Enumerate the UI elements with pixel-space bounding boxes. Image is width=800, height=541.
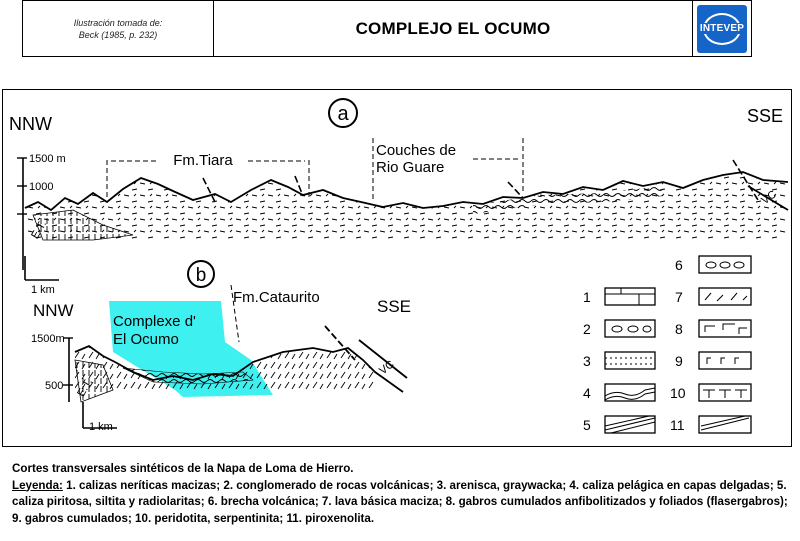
credit-line-1: Ilustración tomada de: xyxy=(73,17,163,28)
intevep-logo xyxy=(697,5,747,53)
b-scale-label: 1 km xyxy=(89,421,113,433)
a-elev-1500: 1500 m xyxy=(29,153,66,165)
a-marker-label: a xyxy=(337,103,349,125)
cross-section-svg xyxy=(3,90,790,445)
a-fault-3 xyxy=(508,182,523,198)
section-b xyxy=(31,261,411,433)
a-scale-label: 1 km xyxy=(31,284,55,296)
legend-num-8: 8 xyxy=(675,321,683,337)
a-vc-label: VC xyxy=(759,188,779,208)
a-tiara-label: Fm.Tiara xyxy=(173,152,233,169)
caption-leyenda-label: Leyenda: xyxy=(12,478,63,492)
logo-text: INTEVEP xyxy=(699,23,745,34)
cross-section-figure xyxy=(2,89,792,447)
legend-num-10: 10 xyxy=(670,385,686,401)
caption-legend-text: 1. calizas neríticas macizas; 2. conglomerado de rocas volcánicas; 3. arenisca, graywacka; 4. caliza pelágica en capas delgadas; 5. caliza piritosa, siltita y radiolaritas; 6. brecha volcánica; 7. lava básica maciza; 8. gabros cumulados anfibolitizados y foliados (flasergabros); 9. gabros cumulados; 10. peridotita, serpentinita; 11. piroxenolita. xyxy=(12,478,788,525)
legend-num-1: 1 xyxy=(583,289,591,305)
legend-box-1 xyxy=(605,288,655,305)
b-vc-label: VC xyxy=(377,358,397,378)
legend-num-5: 5 xyxy=(583,417,591,433)
b-complex-label-2: El Ocumo xyxy=(113,331,179,348)
logo-cell xyxy=(692,1,751,56)
b-cataurito-label: Fm.Cataurito xyxy=(233,289,320,306)
b-elev-1500: 1500m xyxy=(31,333,65,345)
b-sse-label: SSE xyxy=(377,297,412,316)
b-complex-label-1: Complexe d' xyxy=(113,313,196,330)
credit-cell xyxy=(23,1,214,56)
credit-line-2: Beck (1985, p. 232) xyxy=(78,29,158,40)
header-box xyxy=(22,0,752,57)
legend-box-6 xyxy=(699,256,751,273)
legend-num-3: 3 xyxy=(583,353,591,369)
b-elev-500: 500 xyxy=(45,380,64,392)
a-elev-1000: 1000 xyxy=(29,181,54,193)
figure-caption xyxy=(12,461,792,527)
legend-box-7 xyxy=(699,288,751,305)
a-et-label: E.T. xyxy=(29,218,50,241)
legend-num-6: 6 xyxy=(675,257,683,273)
legend xyxy=(583,256,751,433)
legend-num-9: 9 xyxy=(675,353,683,369)
a-sse-label: SSE xyxy=(747,106,784,126)
legend-num-4: 4 xyxy=(583,385,591,401)
a-guare-label-2: Rio Guare xyxy=(376,159,445,176)
a-guare-label-1: Couches de xyxy=(376,142,457,159)
caption-title: Cortes transversales sintéticos de la Napa de Loma de Hierro. xyxy=(12,462,354,475)
legend-num-2: 2 xyxy=(583,321,591,337)
page-title: COMPLEJO EL OCUMO xyxy=(355,18,551,38)
section-a xyxy=(9,99,788,296)
a-nnw-label: NNW xyxy=(9,114,52,134)
legend-box-3 xyxy=(605,352,655,369)
b-marker-label: b xyxy=(195,265,207,286)
legend-num-11: 11 xyxy=(670,417,685,433)
a-rock-fill xyxy=(25,172,788,240)
legend-num-7: 7 xyxy=(675,289,683,305)
b-et-label: E.T. xyxy=(75,376,96,399)
b-nnw-label: NNW xyxy=(33,301,74,320)
